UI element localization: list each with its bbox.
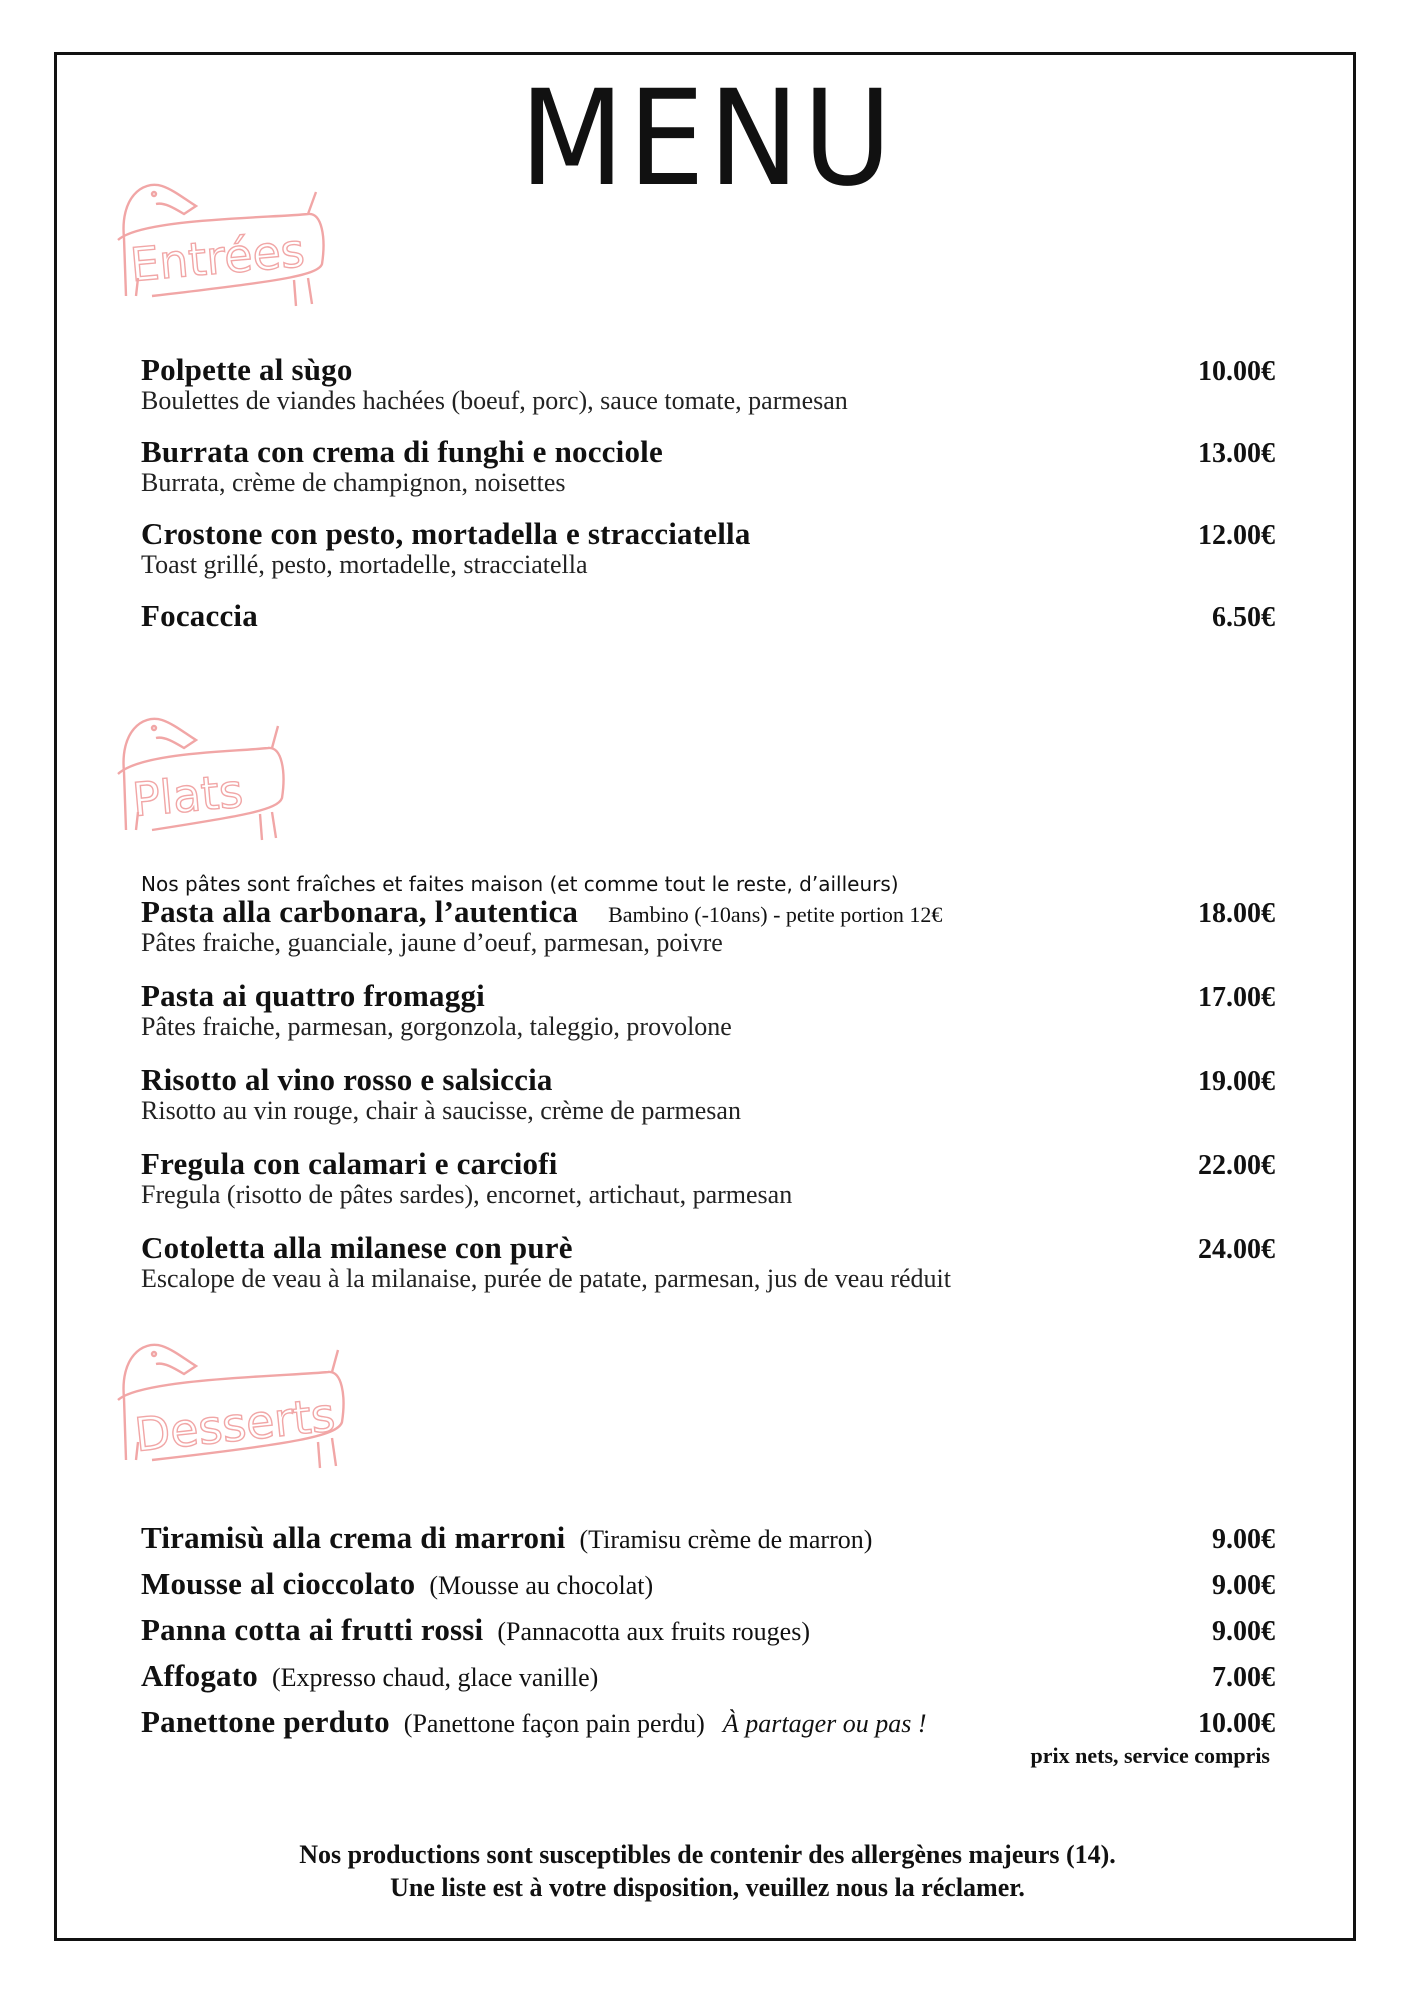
item-description: Pâtes fraiche, parmesan, gorgonzola, taleggio, provolone bbox=[141, 1012, 732, 1041]
item-name: Tiramisù alla crema di marroni bbox=[141, 1520, 566, 1555]
prix-nets-note: prix nets, service compris bbox=[1030, 1743, 1270, 1768]
menu-item bbox=[141, 1612, 1275, 1648]
menu-item bbox=[141, 1704, 1275, 1740]
menu-item bbox=[141, 1658, 1275, 1694]
footer-line-2: Une liste est à votre disposition, veuillez nous la réclamer. bbox=[390, 1873, 1025, 1902]
item-price: 10.00€ bbox=[1198, 356, 1275, 387]
menu-item bbox=[141, 1520, 1275, 1556]
desserts-label: Desserts bbox=[132, 1387, 338, 1463]
item-name: Pasta ai quattro fromaggi bbox=[141, 978, 485, 1013]
item-description: Toast grillé, pesto, mortadelle, stracciatella bbox=[141, 550, 588, 579]
item-child-portion: Bambino (-10ans) - petite portion 12€ bbox=[608, 902, 943, 927]
menu-item bbox=[141, 516, 1275, 580]
item-name: Risotto al vino rosso e salsiccia bbox=[141, 1062, 553, 1097]
menu-item bbox=[141, 1062, 1275, 1126]
item-description: (Panettone façon pain perdu) bbox=[403, 1709, 705, 1738]
item-price: 10.00€ bbox=[1198, 1708, 1275, 1739]
item-description: Pâtes fraiche, guanciale, jaune d’oeuf, parmesan, poivre bbox=[141, 928, 723, 957]
item-description: Burrata, crème de champignon, noisettes bbox=[141, 468, 566, 497]
item-price: 6.50€ bbox=[1212, 602, 1275, 633]
item-description: (Expresso chaud, glace vanille) bbox=[271, 1663, 599, 1692]
menu-item bbox=[141, 598, 1275, 634]
item-price: 9.00€ bbox=[1212, 1616, 1275, 1647]
entrees-badge bbox=[112, 178, 332, 313]
item-price: 17.00€ bbox=[1198, 982, 1275, 1013]
item-name: Panettone perduto bbox=[141, 1704, 390, 1739]
item-name: Polpette al sùgo bbox=[141, 352, 353, 387]
item-name: Affogato bbox=[141, 1658, 258, 1693]
menu-title: MENU bbox=[519, 62, 896, 216]
menu-item bbox=[141, 978, 1275, 1042]
item-name: Mousse al cioccolato bbox=[141, 1566, 416, 1601]
item-description: (Pannacotta aux fruits rouges) bbox=[497, 1617, 810, 1646]
item-price: 24.00€ bbox=[1198, 1234, 1275, 1265]
item-name: Pasta alla carbonara, l’autentica bbox=[141, 894, 579, 929]
menu-item bbox=[141, 1566, 1275, 1602]
menu-item bbox=[141, 1230, 1275, 1294]
item-description: (Mousse au chocolat) bbox=[429, 1571, 654, 1600]
item-price: 13.00€ bbox=[1198, 438, 1275, 469]
item-description: Risotto au vin rouge, chair à saucisse, crème de parmesan bbox=[141, 1096, 741, 1125]
allergen-footer bbox=[0, 1838, 1415, 1904]
item-description: Escalope de veau à la milanaise, purée de patate, parmesan, jus de veau réduit bbox=[141, 1264, 951, 1293]
item-price: 19.00€ bbox=[1198, 1066, 1275, 1097]
item-description: Fregula (risotto de pâtes sardes), encornet, artichaut, parmesan bbox=[141, 1180, 793, 1209]
plats-note: Nos pâtes sont fraîches et faites maison (et comme tout le reste, d’ailleurs) bbox=[141, 872, 899, 896]
plats-badge bbox=[112, 712, 292, 847]
item-name: Focaccia bbox=[141, 598, 258, 633]
item-description: (Tiramisu crème de marron) bbox=[579, 1525, 873, 1554]
menu-item bbox=[141, 1146, 1275, 1210]
item-name: Fregula con calamari e carciofi bbox=[141, 1146, 558, 1181]
desserts-badge bbox=[112, 1338, 352, 1478]
entrees-label: Entrées bbox=[127, 223, 307, 293]
item-name: Crostone con pesto, mortadella e stracciatella bbox=[141, 516, 751, 551]
item-name: Panna cotta ai frutti rossi bbox=[141, 1612, 484, 1647]
item-price: 18.00€ bbox=[1198, 898, 1275, 929]
menu-item bbox=[141, 434, 1275, 498]
item-price: 12.00€ bbox=[1198, 520, 1275, 551]
menu-item bbox=[141, 894, 1275, 958]
item-price: 7.00€ bbox=[1212, 1662, 1275, 1693]
plats-label: Plats bbox=[130, 763, 246, 827]
item-sharing-note: À partager ou pas ! bbox=[722, 1709, 927, 1738]
menu-item bbox=[141, 352, 1275, 416]
item-name: Cotoletta alla milanese con purè bbox=[141, 1230, 573, 1265]
item-name: Burrata con crema di funghi e nocciole bbox=[141, 434, 663, 469]
item-description: Boulettes de viandes hachées (boeuf, porc), sauce tomate, parmesan bbox=[141, 386, 848, 415]
item-price: 9.00€ bbox=[1212, 1524, 1275, 1555]
item-price: 22.00€ bbox=[1198, 1150, 1275, 1181]
item-price: 9.00€ bbox=[1212, 1570, 1275, 1601]
footer-line-1: Nos productions sont susceptibles de contenir des allergènes majeurs (14). bbox=[299, 1840, 1116, 1869]
